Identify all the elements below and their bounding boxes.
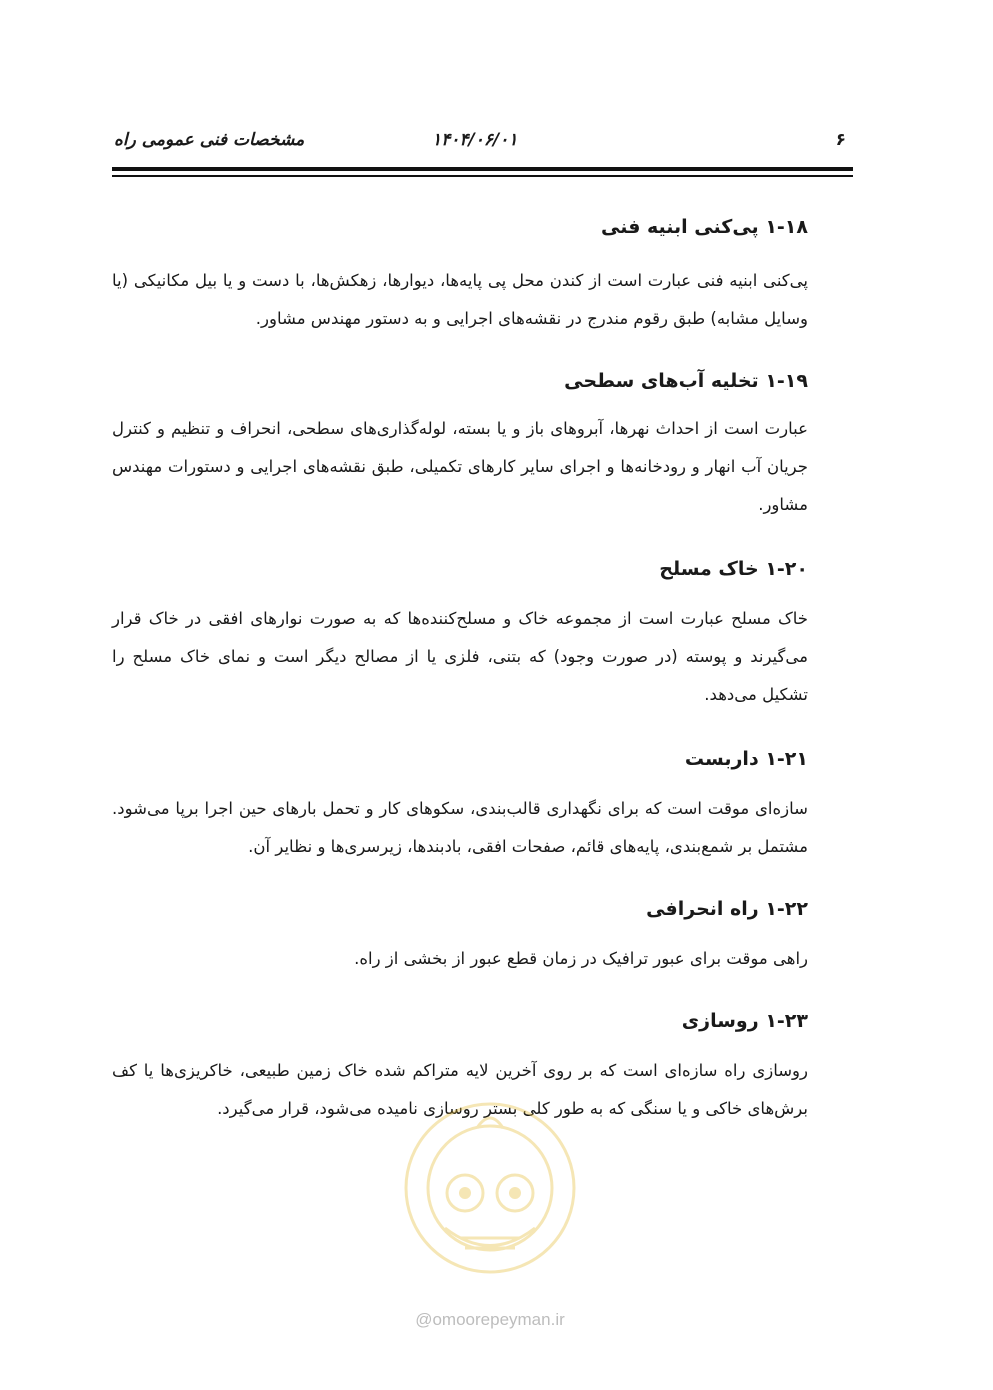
header-rule-thin [112, 175, 853, 177]
section-paragraph: خاک مسلح عبارت است از مجموعه خاک و مسلح‌کننده‌ها که به صورت نوارهای افقی در خاک قرار می‌گیرند و پوسته (در صورت وجود) که بتنی، فلزی یا از مصالح دیگر است و نمای خاک مسلح را تشکیل می‌دهد. [112, 609, 808, 704]
header-date: ۱۴۰۴/۰۶/۰۱ [432, 130, 518, 150]
section-paragraph: راهی موقت برای عبور ترافیک در زمان قطع عبور از بخشی از راه. [354, 949, 808, 968]
header-rule-thick [112, 167, 853, 171]
watermark-logo-icon [385, 1088, 595, 1278]
section-1-19 [112, 366, 812, 524]
watermark-website: @omoorepeyman.ir [415, 1310, 565, 1329]
section-paragraph: سازه‌ای موقت است که برای نگهداری قالب‌بندی، سکوهای کار و تحمل بارهای حین اجرا برپا می‌شود. مشتمل بر شمع‌بندی، پایه‌های قائم، صفحات افقی، بادبندها، زیرسری‌ها و نظایر آن. [112, 799, 808, 856]
section-heading: ۱-۲۳ روسازی [681, 1010, 808, 1032]
header-document-title: مشخصات فنی عمومی راه [114, 130, 305, 150]
section-heading: ۱-۲۰ خاک مسلح [659, 558, 808, 580]
page-number: ۶ [835, 130, 846, 150]
section-heading: ۱-۲۲ راه انحرافی [646, 898, 808, 920]
page-header [112, 128, 848, 160]
section-paragraph: روسازی راه سازه‌ای است که بر روی آخرین لایه متراکم شده خاک زمین طبیعی، خاکریزی‌ها یا کف برش‌های خاکی و یا سنگی که به طور کلی بستر روسازی نامیده می‌شود، قرار می‌گیرد. [112, 1061, 808, 1118]
section-paragraph: پی‌کنی ابنیه فنی عبارت است از کندن محل پی پایه‌ها، دیوارها، زهکش‌ها، با دست و یا بیل مکانیکی (یا وسایل مشابه) طبق رقوم مندرج در نقشه‌های اجرایی و به دستور مهندس مشاور. [112, 271, 808, 328]
section-1-21 [112, 744, 812, 866]
section-paragraph: عبارت است از احداث نهرها، آبروهای باز و یا بسته، لوله‌گذاری‌های سطحی، انحراف و تنظیم و کنترل جریان آب انهار و رودخانه‌ها و اجرای سایر کارهای تکمیلی، طبق نقشه‌های اجرایی و دستورات مهندس مشاور. [112, 419, 808, 514]
section-heading: ۱-۱۹ تخلیه آب‌های سطحی [564, 370, 808, 392]
section-heading: ۱-۱۸ پی‌کنی ابنیه فنی [600, 216, 808, 238]
section-1-22 [112, 894, 812, 978]
section-heading: ۱-۲۱ داربست [684, 748, 808, 770]
section-1-20 [112, 554, 812, 714]
section-1-18 [112, 212, 812, 338]
document-body [112, 212, 812, 1128]
